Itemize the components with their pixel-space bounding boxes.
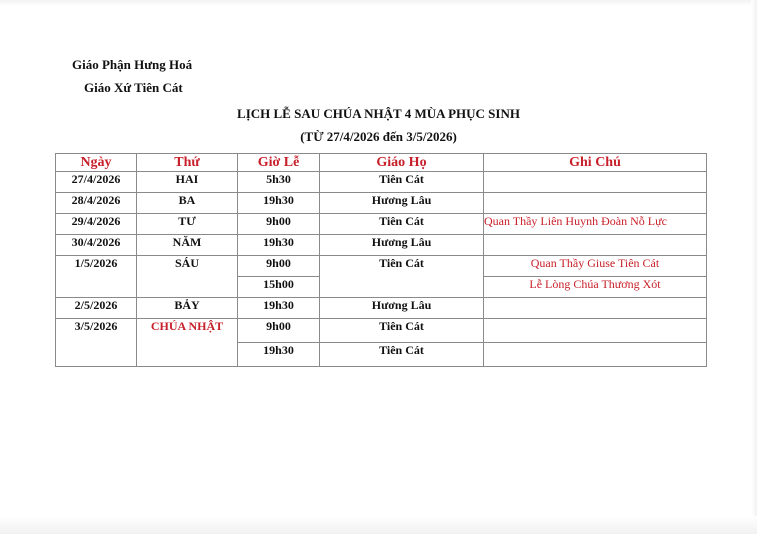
cell-note: Quan Thầy Liên Huynh Đoàn Nỗ Lực <box>484 214 707 235</box>
cell-parish: Hương Lâu <box>320 298 484 319</box>
cell-time: 15h00 <box>238 277 320 298</box>
cell-note <box>484 298 707 319</box>
cell-time: 19h30 <box>238 343 320 367</box>
cell-parish: Tiên Cát <box>320 172 484 193</box>
cell-parish: Tiên Cát <box>320 256 484 298</box>
cell-note: Quan Thầy Giuse Tiên Cát <box>484 256 707 277</box>
cell-date: 1/5/2026 <box>56 256 137 298</box>
table-header-row <box>56 154 707 172</box>
cell-day: BẢY <box>137 298 238 319</box>
cell-note <box>484 343 707 367</box>
cell-note <box>484 172 707 193</box>
cell-date: 2/5/2026 <box>56 298 137 319</box>
table-row <box>56 214 707 235</box>
cell-date: 28/4/2026 <box>56 193 137 214</box>
cell-time: 9h00 <box>238 256 320 277</box>
mass-schedule-table <box>55 153 707 367</box>
cell-time: 19h30 <box>238 235 320 256</box>
cell-parish: Hương Lâu <box>320 193 484 214</box>
diocese-name: Giáo Phận Hưng Hoá <box>72 57 193 72</box>
column-header-time: Giờ Lễ <box>238 154 320 172</box>
cell-day: SÁU <box>137 256 238 298</box>
table-row <box>56 256 707 277</box>
cell-day: NĂM <box>137 235 238 256</box>
cell-date: 3/5/2026 <box>56 319 137 367</box>
cell-date: 30/4/2026 <box>56 235 137 256</box>
cell-day: HAI <box>137 172 238 193</box>
cell-day: TƯ <box>137 214 238 235</box>
page-edge-bottom <box>0 516 757 534</box>
cell-parish: Tiên Cát <box>320 214 484 235</box>
parish-name: Giáo Xứ Tiên Cát <box>84 80 183 95</box>
cell-date: 27/4/2026 <box>56 172 137 193</box>
table-row <box>56 193 707 214</box>
column-header-day: Thứ <box>137 154 238 172</box>
cell-note <box>484 319 707 343</box>
cell-parish: Hương Lâu <box>320 235 484 256</box>
schedule-date-range: (TỪ 27/4/2026 đến 3/5/2026) <box>300 129 457 144</box>
page-edge-top <box>0 0 757 6</box>
cell-time: 9h00 <box>238 214 320 235</box>
cell-date: 29/4/2026 <box>56 214 137 235</box>
cell-time: 19h30 <box>238 193 320 214</box>
cell-note: Lễ Lòng Chúa Thương Xót <box>484 277 707 298</box>
cell-note <box>484 235 707 256</box>
column-header-note: Ghi Chú <box>484 154 707 172</box>
column-header-date: Ngày <box>56 154 137 172</box>
cell-parish: Tiên Cát <box>320 343 484 367</box>
cell-parish: Tiên Cát <box>320 319 484 343</box>
cell-note <box>484 193 707 214</box>
cell-day: CHÚA NHẬT <box>137 319 238 367</box>
cell-day: BA <box>137 193 238 214</box>
schedule-title: LỊCH LỄ SAU CHÚA NHẬT 4 MÙA PHỤC SINH <box>237 106 520 121</box>
table-row <box>56 298 707 319</box>
cell-time: 9h00 <box>238 319 320 343</box>
page-edge-right <box>751 0 757 534</box>
table-row <box>56 172 707 193</box>
cell-time: 19h30 <box>238 298 320 319</box>
table-row <box>56 319 707 343</box>
table-row <box>56 235 707 256</box>
column-header-parish: Giáo Họ <box>320 154 484 172</box>
cell-time: 5h30 <box>238 172 320 193</box>
